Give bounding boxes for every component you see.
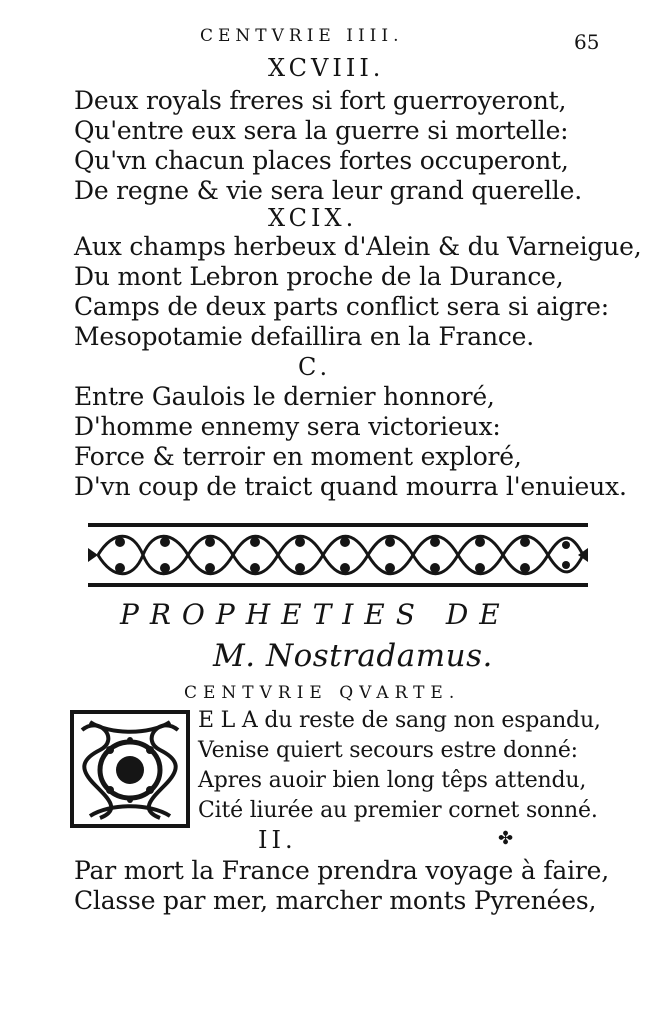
verse-line: Venise quiert secours estre donné: <box>198 738 578 763</box>
quatrain-numeral: XCVIII. <box>268 54 385 82</box>
verse-line: D'homme ennemy sera victorieux: <box>74 412 501 441</box>
page-number: 65 <box>574 30 600 54</box>
verse-line: Entre Gaulois le dernier honnoré, <box>74 382 495 411</box>
section-subtitle: M. Nostradamus. <box>213 638 493 674</box>
running-head: CENTVRIE IIII. <box>200 26 404 46</box>
verse-line: Camps de deux parts conflict sera si aigre: <box>74 292 609 321</box>
ornamental-initial-icon <box>70 710 190 828</box>
verse-line: Classe par mer, marcher monts Pyrenées, <box>74 886 597 915</box>
ink-blot-mark: ✤ <box>498 828 514 849</box>
verse-line: Force & terroir en moment exploré, <box>74 442 522 471</box>
quatrain-numeral: II. <box>258 826 297 854</box>
quatrain <box>74 856 609 916</box>
quatrain <box>74 86 582 206</box>
verse-line: E L A du reste de sang non espandu, <box>198 708 601 733</box>
quatrain-numeral: C. <box>298 353 332 381</box>
verse-line: Mesopotamie defaillira en la France. <box>74 322 534 351</box>
verse-line: De regne & vie sera leur grand querelle. <box>74 176 582 205</box>
fleuron-band-ornament <box>88 520 588 590</box>
verse-line: Qu'vn chacun places fortes occuperont, <box>74 146 569 175</box>
verse-line: Cité liurée au premier cornet sonné. <box>198 798 598 823</box>
quatrain <box>74 382 627 502</box>
verse-line: Apres auoir bien long têps attendu, <box>198 768 587 793</box>
century-heading: CENTVRIE QVARTE. <box>184 683 461 703</box>
verse-line: Du mont Lebron proche de la Durance, <box>74 262 564 291</box>
verse-line: Aux champs herbeux d'Alein & du Varneigue, <box>74 232 642 261</box>
quatrain-numeral: XCIX. <box>268 204 358 232</box>
verse-line: Deux royals freres si fort guerroyeront, <box>74 86 567 115</box>
section-title: PROPHETIES DE <box>120 598 511 631</box>
verse-line: Par mort la France prendra voyage à faire, <box>74 856 609 885</box>
verse-line: D'vn coup de traict quand mourra l'enuieux. <box>74 472 627 501</box>
quatrain <box>74 232 641 352</box>
quatrain <box>198 706 601 826</box>
verse-line: Qu'entre eux sera la guerre si mortelle: <box>74 116 569 145</box>
